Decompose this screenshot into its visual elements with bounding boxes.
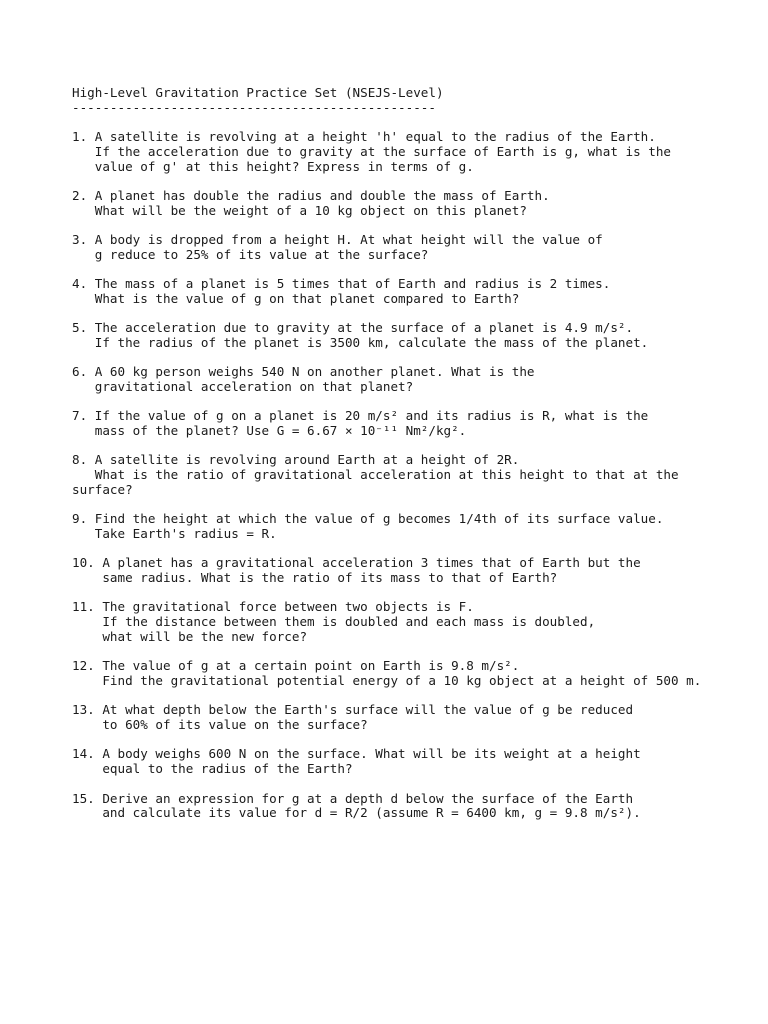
question-line: If the acceleration due to gravity at the surface of Earth is g, what is the xyxy=(72,143,671,159)
question-item xyxy=(72,659,744,688)
question-line: equal to the radius of the Earth? xyxy=(72,761,353,777)
question-line: 8. A satellite is revolving around Earth at a height of 2R. xyxy=(72,452,520,468)
question-line: What is the value of g on that planet compared to Earth? xyxy=(72,290,520,306)
spacer xyxy=(72,395,744,410)
question-item xyxy=(72,277,744,306)
question-line: If the distance between them is doubled and each mass is doubled, xyxy=(72,614,596,630)
question-item xyxy=(72,409,744,438)
question-line: g reduce to 25% of its value at the surface? xyxy=(72,246,429,262)
document-page xyxy=(72,86,744,821)
question-line: and calculate its value for d = R/2 (assume R = 6400 km, g = 9.8 m/s²). xyxy=(72,805,641,821)
question-line: 13. At what depth below the Earth's surface will the value of g be reduced xyxy=(72,702,634,718)
question-line: 7. If the value of g on a planet is 20 m/s² and its radius is R, what is the xyxy=(72,408,649,424)
spacer xyxy=(72,733,744,748)
spacer xyxy=(72,218,744,233)
question-line: 12. The value of g at a certain point on Earth is 9.8 m/s². xyxy=(72,658,520,674)
question-line: 10. A planet has a gravitational acceleration 3 times that of Earth but the xyxy=(72,555,641,571)
question-line: 1. A satellite is revolving at a height 'h' equal to the radius of the Earth. xyxy=(72,129,656,145)
question-line: surface? xyxy=(72,481,133,497)
question-item xyxy=(72,365,744,394)
question-line: 4. The mass of a planet is 5 times that of Earth and radius is 2 times. xyxy=(72,276,611,292)
question-item xyxy=(72,747,744,776)
question-line: Find the gravitational potential energy of a 10 kg object at a height of 500 m. xyxy=(72,672,702,688)
spacer xyxy=(72,351,744,366)
question-list xyxy=(72,130,744,821)
question-item xyxy=(72,233,744,262)
spacer xyxy=(72,689,744,704)
spacer xyxy=(72,306,744,321)
question-item xyxy=(72,792,744,821)
question-line: 2. A planet has double the radius and double the mass of Earth. xyxy=(72,187,550,203)
question-line: 5. The acceleration due to gravity at the surface of a planet is 4.9 m/s². xyxy=(72,320,634,336)
question-line: value of g' at this height? Express in terms of g. xyxy=(72,158,474,174)
question-line: 9. Find the height at which the value of g becomes 1/4th of its surface value. xyxy=(72,511,664,527)
question-line: 11. The gravitational force between two objects is F. xyxy=(72,599,474,615)
question-line: what will be the new force? xyxy=(72,628,308,644)
question-item xyxy=(72,130,744,174)
question-line: What is the ratio of gravitational acceleration at this height to that at the xyxy=(72,467,679,483)
document-title: High-Level Gravitation Practice Set (NSEJS-Level) xyxy=(72,85,444,100)
question-line: If the radius of the planet is 3500 km, calculate the mass of the planet. xyxy=(72,334,649,350)
spacer xyxy=(72,542,744,557)
spacer xyxy=(72,174,744,189)
question-item xyxy=(72,321,744,350)
question-line: mass of the planet? Use G = 6.67 × 10⁻¹¹ Nm²/kg². xyxy=(72,423,467,439)
spacer xyxy=(72,498,744,513)
spacer xyxy=(72,777,744,792)
spacer xyxy=(72,115,744,130)
spacer xyxy=(72,645,744,660)
question-line: What will be the weight of a 10 kg object on this planet? xyxy=(72,202,527,218)
question-item xyxy=(72,703,744,732)
question-line: to 60% of its value on the surface? xyxy=(72,717,368,733)
question-line: 6. A 60 kg person weighs 540 N on another planet. What is the xyxy=(72,364,535,380)
question-item xyxy=(72,189,744,218)
spacer xyxy=(72,586,744,601)
question-line: Take Earth's radius = R. xyxy=(72,525,277,541)
spacer xyxy=(72,439,744,454)
question-line: 15. Derive an expression for g at a depth d below the surface of the Earth xyxy=(72,790,634,806)
question-item xyxy=(72,600,744,644)
spacer xyxy=(72,262,744,277)
question-item xyxy=(72,556,744,585)
question-line: same radius. What is the ratio of its mass to that of Earth? xyxy=(72,570,558,586)
question-line: gravitational acceleration on that planet? xyxy=(72,378,414,394)
question-item xyxy=(72,453,744,497)
question-line: 14. A body weighs 600 N on the surface. What will be its weight at a height xyxy=(72,746,641,762)
title-divider: ------------------------------------------------ xyxy=(72,99,436,115)
question-line: 3. A body is dropped from a height H. At what height will the value of xyxy=(72,231,603,247)
question-item xyxy=(72,512,744,541)
